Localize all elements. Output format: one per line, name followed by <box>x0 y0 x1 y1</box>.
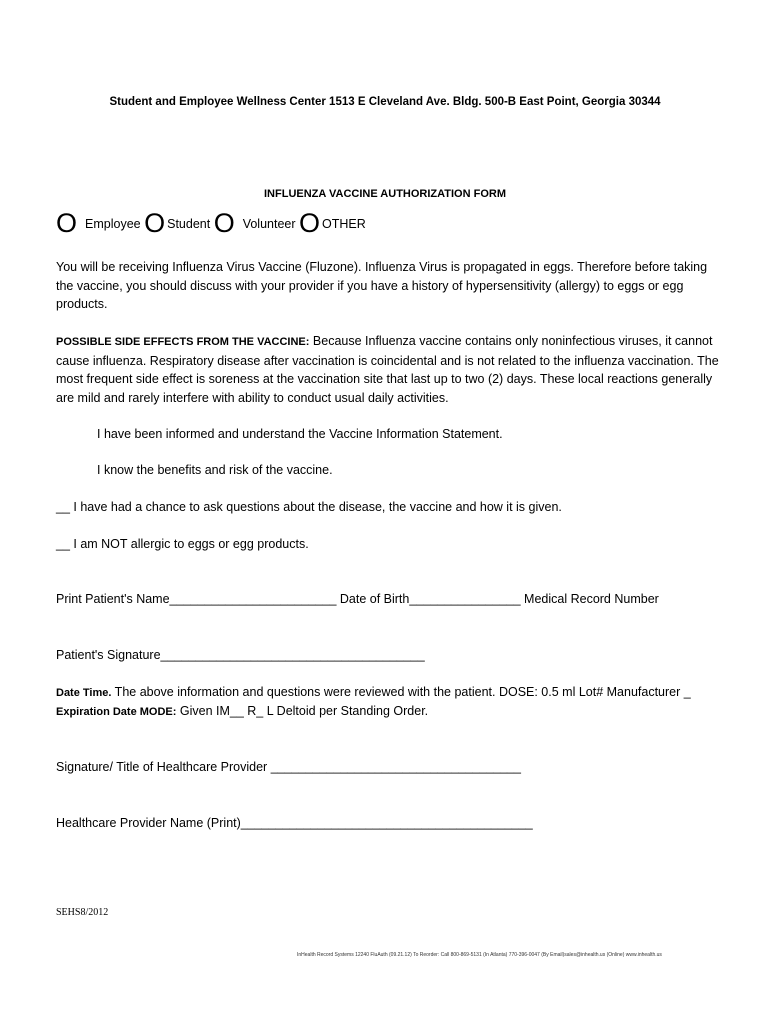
patient-info-line[interactable]: Print Patient's Name________________________ Date of Birth________________ Medical Record Number <box>56 592 659 606</box>
student-option-label: Student <box>167 217 211 231</box>
expiration-text: Given IM__ R_ L Deltoid per Standing Order. <box>176 704 429 718</box>
expiration-line <box>56 704 428 718</box>
intro-paragraph: You will be receiving Influenza Virus Vaccine (Fluzone). Influenza Virus is propagated in eggs. Therefore before taking the vaccine, you should discuss with your provider if you have a history of hypersensitivity (allergy) to eggs or egg products. <box>56 260 708 311</box>
form-title: INFLUENZA VACCINE AUTHORIZATION FORM <box>264 188 506 200</box>
date-time-line <box>56 685 691 699</box>
other-option-label: OTHER <box>322 217 366 231</box>
statement-questions[interactable]: __ I have had a chance to ask questions about the disease, the vaccine and how it is given. <box>56 500 562 514</box>
patient-signature-line[interactable]: Patient's Signature______________________________________ <box>56 648 425 662</box>
side-effects-text: Because Influenza vaccine contains only noninfectious viruses, it cannot cause influenza. Respiratory disease after vaccination is coincidental and is not related to the influenza vaccination. The most frequent side effect is soreness at the vaccination site that last up to two (2) days. These local reactions generally are mild and rarely interfere with ability to conduct usual daily activities. <box>56 334 719 405</box>
employee-option-circle[interactable]: O <box>56 208 78 238</box>
date-time-label: Date Time. <box>56 687 112 699</box>
form-code: SEHS8/2012 <box>56 907 109 918</box>
role-options <box>56 208 366 239</box>
volunteer-option-circle[interactable]: O <box>213 208 235 238</box>
provider-name-line[interactable]: Healthcare Provider Name (Print)__________________________________________ <box>56 816 533 830</box>
reorder-footer: InHealth Record Systems 12240 FluAuth (09.21.12) To Reorder: Call 800-869-5131 (In Atlanta) 770-396-0047 (By Email)sales@inhealth.us (Online) www.inhealth.us <box>297 952 662 958</box>
employee-option-label: Employee <box>85 217 141 231</box>
provider-signature-line[interactable]: Signature/ Title of Healthcare Provider ____________________________________ <box>56 760 521 774</box>
side-effects-heading: POSSIBLE SIDE EFFECTS FROM THE VACCINE: <box>56 336 310 348</box>
statement-benefits: I know the benefits and risk of the vaccine. <box>97 463 333 477</box>
date-time-text: The above information and questions were reviewed with the patient. DOSE: 0.5 ml Lot# Manufacturer _ <box>111 685 691 699</box>
statement-informed: I have been informed and understand the Vaccine Information Statement. <box>97 427 503 441</box>
volunteer-option-label: Volunteer <box>242 217 296 231</box>
student-option-circle[interactable]: O <box>144 208 166 238</box>
other-option-circle[interactable]: O <box>299 208 321 238</box>
statement-allergy[interactable]: __ I am NOT allergic to eggs or egg products. <box>56 537 309 551</box>
expiration-label: Expiration Date MODE: <box>56 706 177 718</box>
side-effects-paragraph <box>56 332 720 407</box>
center-header: Student and Employee Wellness Center 1513 E Cleveland Ave. Bldg. 500-B East Point, Georgia 30344 <box>109 96 661 108</box>
